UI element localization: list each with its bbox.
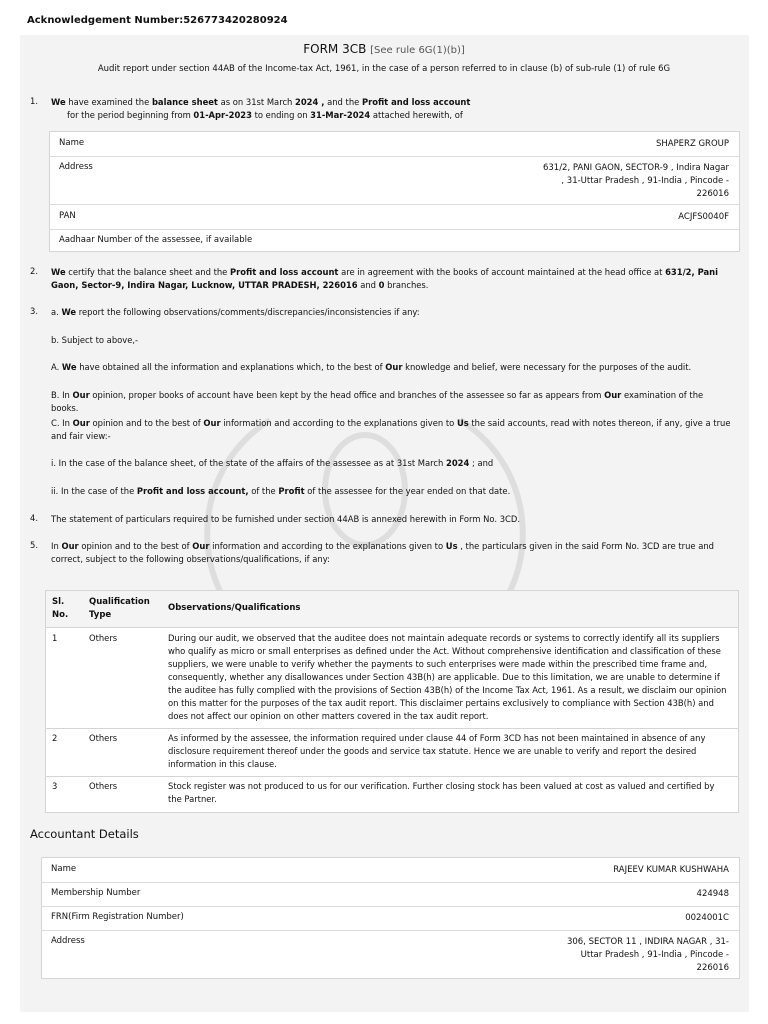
assessee-aadhaar-row: Aadhaar Number of the assessee, if available	[59, 235, 253, 245]
para-3-ii: ii. In the case of the Profit and loss account, of the Profit of the assessee for the year ended on that date.	[51, 486, 511, 496]
acknowledgement-number: Acknowledgement Number:526773420280924	[27, 15, 288, 26]
accountant-details-heading: Accountant Details	[30, 827, 139, 841]
form-rule-reference: [See rule 6G(1)(b)]	[370, 45, 465, 56]
header-sl-no: Sl. No.	[52, 597, 69, 620]
para-3-A: A. We have obtained all the information and explanations which, to the best of Our knowledge and belief, were necessary for the purposes of the audit.	[51, 362, 692, 372]
accountant-details-table	[41, 857, 740, 979]
para-3-C: C. In Our opinion and to the best of Our information and according to the explanations given to Us the said accounts, read with notes thereon, if any, give a true and fair view:-	[51, 418, 731, 441]
frn-number: 0024001C	[685, 913, 729, 923]
form-subtitle: Audit report under section 44AB of the Income-tax Act, 1961, in the case of a person referred to in clause (b) of sub-rule (1) of rule 6G	[97, 64, 671, 74]
frn-row: FRN(Firm Registration Number) 0024001C	[42, 906, 739, 931]
table-row: 1 Others During our audit, we observed that the auditee does not maintain adequate records or systems to correctly identify all its suppliers who qualify as micro or small enterprises as defined under the Act. Without comprehensive identification and classification of these suppliers, we were unable to verify whether the payments to such enterprises were made within the prescribed time frame and, consequently, whether any disallowances under Section 43B(h) are applicable. Due to this limitation, we are unable to determine if the auditee has fully complied with the provisions of Section 43B(h) of the Income Tax Act, 1961. As a result, we disclaim our opinion on this matter for the purposes of the tax audit report. This disclaimer pertains exclusively to compliance with Section 43B(h) and does not affect our opinion on other matters covered in the tax audit report.	[46, 628, 738, 729]
assessee-name: SHAPERZ GROUP	[655, 139, 729, 149]
table-row: 3 Others Stock register was not produced to us for our verification. Further closing stock has been valued at cost as valued and certified by the Partner.	[52, 781, 715, 804]
para-2: We certify that the balance sheet and the Profit and loss account are in agreement with the books of account maintained at the head office at 631/2, Pani Gaon, Sector-9, Indira Nagar, Lucknow, UTTAR PRADESH, 226016 and 0 branches.	[51, 267, 718, 290]
para-5-number: 5.	[30, 540, 38, 550]
header-qualification-type: Qualification Type	[89, 597, 150, 620]
accountant-address-row: Address 306, SECTOR 11 , INDIRA NAGAR , 31- Uttar Pradesh , 91-India , Pincode - 226016	[51, 936, 729, 973]
table-row: 2 Others As informed by the assessee, the information required under clause 44 of Form 3CD has not been maintained in absence of any disclosure requirement thereof under the goods and service tax statute. Hence we are unable to verify and report the desired information in this clause.	[46, 728, 738, 777]
para-3-B: B. In Our opinion, proper books of account have been kept by the head office and branches of the assessee so far as appears from Our examination of the books.	[51, 390, 704, 413]
para-1-period: for the period beginning from 01-Apr-2023 to ending on 31-Mar-2024 attached herewith, of	[67, 110, 463, 120]
para-5: In Our opinion and to the best of Our information and according to the explanations given to Us , the particulars given in the said Form No. 3CD are true and correct, subject to the following observations/qualifications, if any:	[51, 541, 714, 564]
header-observations: Observations/Qualifications	[168, 603, 301, 613]
qualifications-table-header	[46, 591, 738, 628]
membership-number: 424948	[696, 889, 729, 899]
para-3b: b. Subject to above,-	[51, 335, 139, 345]
accountant-name-row: Name RAJEEV KUMAR KUSHWAHA	[42, 858, 739, 883]
accountant-address: 306, SECTOR 11 , INDIRA NAGAR , 31- Uttar Pradesh , 91-India , Pincode - 226016	[566, 937, 729, 973]
assessee-address-row: Address 631/2, PANI GAON, SECTOR-9 , Indira Nagar , 31-Uttar Pradesh , 91-India , Pincode - 226016	[50, 156, 739, 205]
assessee-name-row: Name SHAPERZ GROUP	[50, 132, 739, 157]
assessee-details-table	[49, 131, 740, 252]
para-4-number: 4.	[30, 513, 38, 523]
para-1: We have examined the balance sheet as on 31st March 2024 , and the Profit and loss account	[51, 97, 471, 107]
para-3a: a. We report the following observations/comments/discrepancies/inconsistencies if any:	[51, 307, 420, 317]
para-3-i: i. In the case of the balance sheet, of the state of the affairs of the assessee as at 31st March 2024 ; and	[51, 458, 494, 468]
membership-number-row: Membership Number 424948	[42, 882, 739, 907]
para-4: The statement of particulars required to be furnished under section 44AB is annexed herewith in Form No. 3CD.	[51, 514, 520, 524]
assessee-pan-row: PAN ACJFS0040F	[50, 205, 739, 230]
para-2-number: 2.	[30, 266, 38, 276]
accountant-name: RAJEEV KUMAR KUSHWAHA	[613, 865, 729, 875]
form-title: FORM 3CB [See rule 6G(1)(b)]	[303, 42, 465, 56]
para-1-number: 1.	[30, 96, 38, 106]
qualifications-table	[45, 590, 739, 813]
assessee-pan: ACJFS0040F	[678, 212, 729, 222]
para-3-number: 3.	[30, 306, 38, 316]
assessee-address: 631/2, PANI GAON, SECTOR-9 , Indira Nagar , 31-Uttar Pradesh , 91-India , Pincode - 226016	[542, 163, 729, 199]
